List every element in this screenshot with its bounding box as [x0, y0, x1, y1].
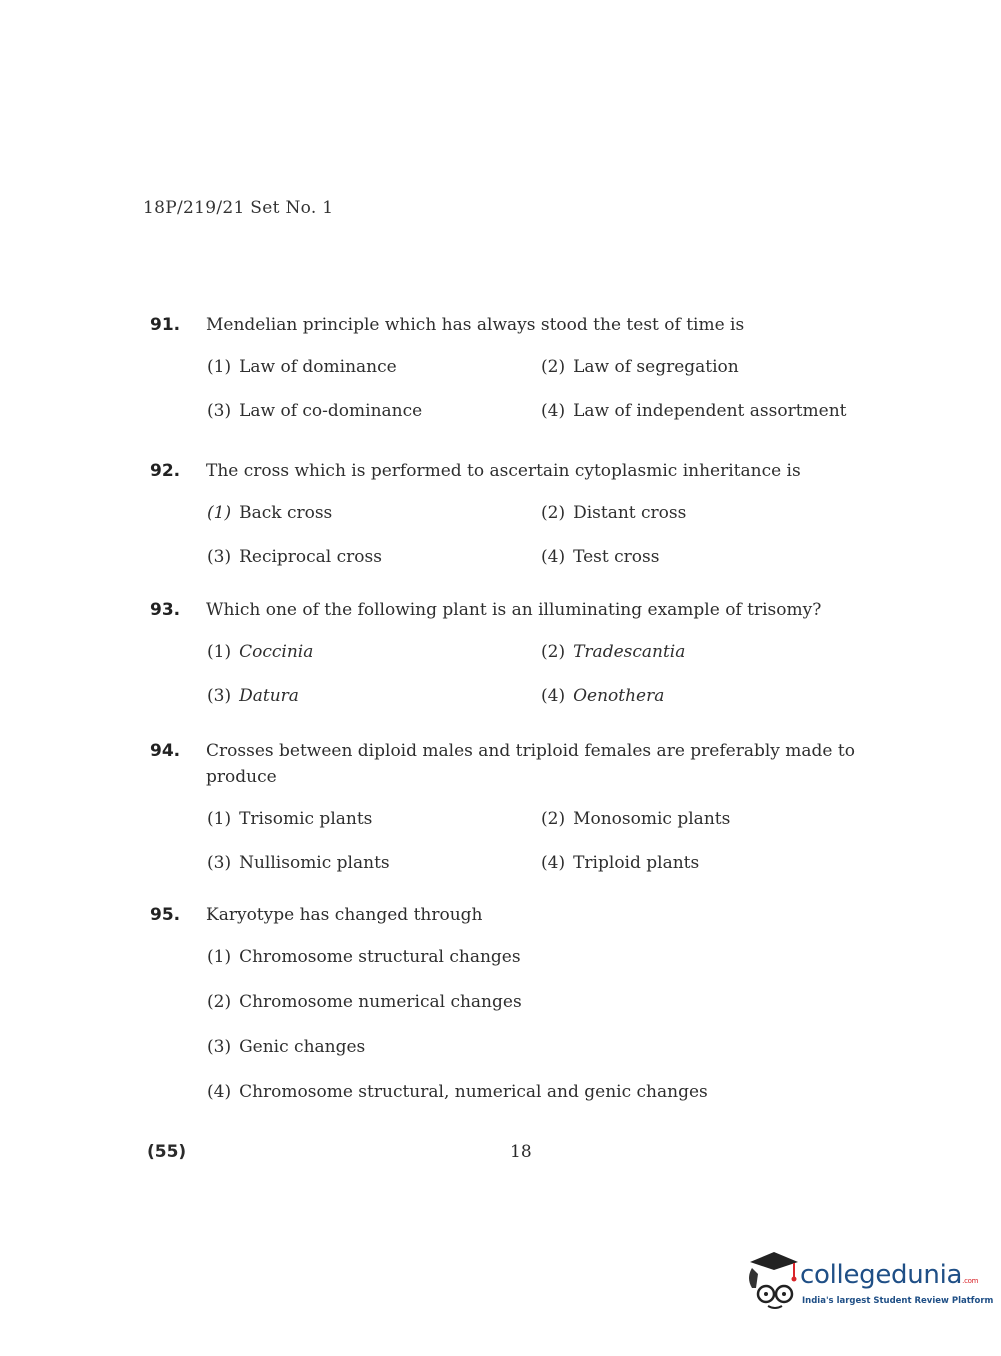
option-4: (4) Triploid plants — [541, 853, 700, 873]
question-93 — [150, 597, 910, 709]
option-1: (1) Law of dominance — [207, 357, 397, 377]
question-95 — [150, 902, 910, 1105]
option-2: (2) Distant cross — [541, 503, 687, 523]
option-3: (3) Law of co-dominance — [207, 401, 423, 421]
question-number: 95. — [150, 905, 181, 925]
option-3: (3) Reciprocal cross — [207, 547, 382, 567]
option-4: (4) Law of independent assortment — [541, 401, 847, 421]
logo-wordmark: collegedunia.com — [800, 1260, 979, 1290]
option-2: (2) Law of segregation — [541, 357, 739, 377]
question-92 — [150, 458, 910, 570]
question-number: 93. — [150, 600, 181, 620]
page-number: 18 — [510, 1142, 532, 1162]
option-4: (4) Test cross — [541, 547, 660, 567]
question-text: Karyotype has changed through — [206, 905, 483, 925]
option-1: (1) Back cross — [207, 503, 333, 523]
question-number: 91. — [150, 315, 181, 335]
option-1: (1) Trisomic plants — [207, 809, 373, 829]
question-91 — [150, 312, 910, 424]
option-1: (1) Coccinia — [207, 642, 314, 662]
student-mascot-icon — [742, 1248, 802, 1318]
question-94 — [150, 738, 910, 876]
option-2: (2) Chromosome numerical changes — [207, 992, 522, 1012]
collegedunia-logo[interactable] — [742, 1248, 994, 1318]
question-text: Which one of the following plant is an illuminating example of trisomy? — [206, 600, 822, 620]
question-text: Mendelian principle which has always stood the test of time is — [206, 315, 745, 335]
booklet-code: (55) — [147, 1142, 187, 1162]
option-2: (2) Monosomic plants — [541, 809, 731, 829]
option-4: (4) Chromosome structural, numerical and genic changes — [207, 1082, 708, 1102]
option-4: (4) Oenothera — [541, 686, 665, 706]
option-2: (2) Tradescantia — [541, 642, 686, 662]
question-number: 94. — [150, 741, 181, 761]
question-text: The cross which is performed to ascertain cytoplasmic inheritance is — [206, 461, 801, 481]
question-text: Crosses between diploid males and triploid females are preferably made to produce — [206, 741, 855, 787]
option-3: (3) Nullisomic plants — [207, 853, 390, 873]
paper-code: 18P/219/21 Set No. 1 — [143, 198, 334, 218]
option-3: (3) Datura — [207, 686, 299, 706]
option-3: (3) Genic changes — [207, 1037, 366, 1057]
logo-tagline: India's largest Student Review Platform — [802, 1296, 994, 1306]
question-number: 92. — [150, 461, 181, 481]
option-1: (1) Chromosome structural changes — [207, 947, 521, 967]
